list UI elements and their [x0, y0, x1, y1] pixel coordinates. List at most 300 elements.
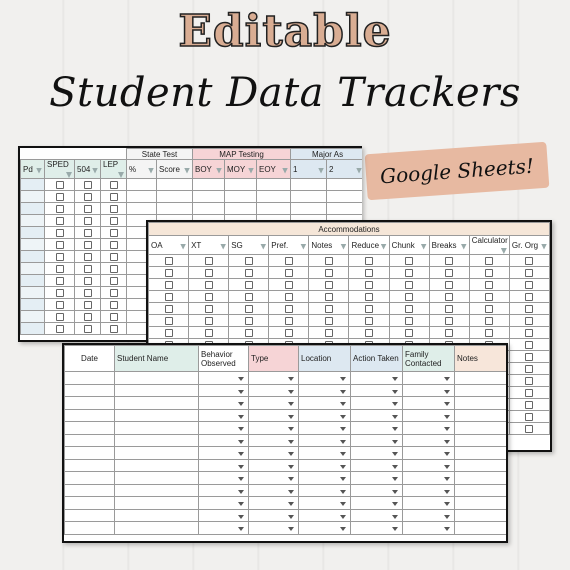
checkbox[interactable]	[525, 353, 533, 361]
checkbox[interactable]	[56, 205, 64, 213]
dropdown-arrow-icon[interactable]	[392, 490, 398, 494]
dropdown-arrow-icon[interactable]	[444, 465, 450, 469]
data-cell[interactable]	[115, 434, 199, 447]
dropdown-arrow-icon[interactable]	[288, 515, 294, 519]
data-cell[interactable]	[115, 484, 199, 497]
dropdown-cell[interactable]	[403, 397, 455, 410]
checkbox[interactable]	[285, 257, 293, 265]
data-cell[interactable]	[115, 447, 199, 460]
checkbox-cell[interactable]	[389, 267, 429, 279]
checkbox[interactable]	[110, 229, 118, 237]
checkbox-cell[interactable]	[45, 251, 75, 263]
checkbox[interactable]	[84, 229, 92, 237]
checkbox-cell[interactable]	[75, 227, 101, 239]
checkbox[interactable]	[245, 293, 253, 301]
filter-icon[interactable]	[421, 244, 427, 250]
dropdown-arrow-icon[interactable]	[444, 452, 450, 456]
checkbox[interactable]	[56, 193, 64, 201]
col-header-pd[interactable]	[21, 160, 45, 179]
dropdown-arrow-icon[interactable]	[288, 402, 294, 406]
col-header-action-taken[interactable]: Action Taken	[351, 346, 403, 372]
data-cell[interactable]	[455, 397, 507, 410]
data-cell[interactable]	[65, 459, 115, 472]
checkbox[interactable]	[285, 317, 293, 325]
data-cell[interactable]	[455, 509, 507, 522]
dropdown-arrow-icon[interactable]	[392, 502, 398, 506]
dropdown-cell[interactable]	[299, 522, 351, 535]
checkbox[interactable]	[84, 241, 92, 249]
data-cell[interactable]	[455, 472, 507, 485]
checkbox[interactable]	[110, 241, 118, 249]
dropdown-arrow-icon[interactable]	[238, 452, 244, 456]
checkbox-cell[interactable]	[389, 327, 429, 339]
checkbox[interactable]	[445, 305, 453, 313]
checkbox[interactable]	[56, 265, 64, 273]
data-cell[interactable]	[257, 203, 291, 215]
checkbox-cell[interactable]	[509, 411, 549, 423]
dropdown-arrow-icon[interactable]	[288, 415, 294, 419]
data-cell[interactable]	[291, 203, 327, 215]
checkbox-cell[interactable]	[429, 315, 469, 327]
checkbox-cell[interactable]	[349, 267, 389, 279]
dropdown-cell[interactable]	[299, 509, 351, 522]
dropdown-arrow-icon[interactable]	[340, 515, 346, 519]
dropdown-cell[interactable]	[249, 522, 299, 535]
checkbox[interactable]	[205, 317, 213, 325]
checkbox-cell[interactable]	[309, 255, 349, 267]
checkbox-cell[interactable]	[101, 203, 127, 215]
data-cell[interactable]	[65, 384, 115, 397]
checkbox-cell[interactable]	[269, 315, 309, 327]
checkbox-cell[interactable]	[429, 279, 469, 291]
dropdown-arrow-icon[interactable]	[238, 490, 244, 494]
col-header-student-name[interactable]: Student Name	[115, 346, 199, 372]
checkbox-cell[interactable]	[45, 311, 75, 323]
data-cell[interactable]	[65, 422, 115, 435]
checkbox[interactable]	[445, 257, 453, 265]
dropdown-cell[interactable]	[299, 384, 351, 397]
checkbox[interactable]	[525, 389, 533, 397]
checkbox[interactable]	[365, 293, 373, 301]
dropdown-cell[interactable]	[299, 434, 351, 447]
checkbox-cell[interactable]	[149, 267, 189, 279]
filter-icon[interactable]	[148, 168, 154, 174]
dropdown-cell[interactable]	[403, 484, 455, 497]
data-cell[interactable]	[115, 397, 199, 410]
checkbox[interactable]	[84, 253, 92, 261]
data-cell[interactable]	[455, 447, 507, 460]
dropdown-cell[interactable]	[351, 447, 403, 460]
checkbox-cell[interactable]	[45, 323, 75, 335]
filter-icon[interactable]	[260, 244, 266, 250]
checkbox[interactable]	[84, 265, 92, 273]
checkbox-cell[interactable]	[429, 303, 469, 315]
checkbox-cell[interactable]	[309, 303, 349, 315]
checkbox-cell[interactable]	[469, 303, 509, 315]
checkbox[interactable]	[165, 329, 173, 337]
checkbox[interactable]	[445, 317, 453, 325]
checkbox[interactable]	[285, 281, 293, 289]
col-header-calculator[interactable]	[469, 236, 509, 255]
col-header-moy[interactable]	[225, 160, 257, 179]
dropdown-cell[interactable]	[351, 434, 403, 447]
checkbox[interactable]	[110, 193, 118, 201]
dropdown-arrow-icon[interactable]	[340, 402, 346, 406]
checkbox[interactable]	[84, 289, 92, 297]
filter-icon[interactable]	[216, 168, 222, 174]
checkbox[interactable]	[205, 305, 213, 313]
filter-icon[interactable]	[356, 168, 362, 174]
checkbox[interactable]	[205, 329, 213, 337]
dropdown-cell[interactable]	[199, 522, 249, 535]
col-header-[interactable]	[127, 160, 157, 179]
data-cell[interactable]	[127, 203, 157, 215]
checkbox-cell[interactable]	[101, 299, 127, 311]
checkbox[interactable]	[485, 329, 493, 337]
checkbox[interactable]	[56, 229, 64, 237]
checkbox-cell[interactable]	[45, 263, 75, 275]
dropdown-cell[interactable]	[199, 484, 249, 497]
checkbox-cell[interactable]	[349, 279, 389, 291]
checkbox[interactable]	[165, 269, 173, 277]
dropdown-arrow-icon[interactable]	[238, 465, 244, 469]
checkbox[interactable]	[110, 325, 118, 333]
dropdown-arrow-icon[interactable]	[238, 427, 244, 431]
checkbox[interactable]	[110, 217, 118, 225]
checkbox[interactable]	[525, 425, 533, 433]
dropdown-cell[interactable]	[351, 409, 403, 422]
dropdown-cell[interactable]	[249, 434, 299, 447]
checkbox-cell[interactable]	[269, 303, 309, 315]
checkbox[interactable]	[525, 317, 533, 325]
col-header-pref[interactable]	[269, 236, 309, 255]
checkbox-cell[interactable]	[149, 327, 189, 339]
checkbox[interactable]	[405, 305, 413, 313]
checkbox-cell[interactable]	[45, 203, 75, 215]
dropdown-cell[interactable]	[403, 409, 455, 422]
dropdown-arrow-icon[interactable]	[238, 527, 244, 531]
dropdown-arrow-icon[interactable]	[392, 390, 398, 394]
col-header-gr-org[interactable]	[509, 236, 549, 255]
period-cell[interactable]	[21, 287, 45, 299]
dropdown-arrow-icon[interactable]	[340, 427, 346, 431]
data-cell[interactable]	[291, 191, 327, 203]
dropdown-arrow-icon[interactable]	[288, 440, 294, 444]
checkbox[interactable]	[165, 257, 173, 265]
checkbox-cell[interactable]	[269, 279, 309, 291]
filter-icon[interactable]	[180, 244, 186, 250]
data-cell[interactable]	[225, 191, 257, 203]
col-header-location[interactable]: Location	[299, 346, 351, 372]
dropdown-arrow-icon[interactable]	[288, 465, 294, 469]
checkbox[interactable]	[110, 265, 118, 273]
checkbox-cell[interactable]	[229, 291, 269, 303]
checkbox-cell[interactable]	[75, 311, 101, 323]
filter-icon[interactable]	[381, 244, 387, 250]
checkbox[interactable]	[56, 217, 64, 225]
checkbox[interactable]	[485, 257, 493, 265]
checkbox[interactable]	[56, 181, 64, 189]
checkbox-cell[interactable]	[75, 299, 101, 311]
checkbox-cell[interactable]	[101, 287, 127, 299]
data-cell[interactable]	[115, 459, 199, 472]
checkbox-cell[interactable]	[269, 255, 309, 267]
data-cell[interactable]	[115, 522, 199, 535]
dropdown-arrow-icon[interactable]	[444, 502, 450, 506]
data-cell[interactable]	[115, 472, 199, 485]
period-cell[interactable]	[21, 323, 45, 335]
dropdown-cell[interactable]	[249, 497, 299, 510]
data-cell[interactable]	[193, 203, 225, 215]
dropdown-arrow-icon[interactable]	[340, 415, 346, 419]
dropdown-cell[interactable]	[199, 422, 249, 435]
checkbox[interactable]	[56, 289, 64, 297]
checkbox[interactable]	[165, 281, 173, 289]
checkbox[interactable]	[84, 325, 92, 333]
dropdown-cell[interactable]	[403, 434, 455, 447]
checkbox-cell[interactable]	[45, 275, 75, 287]
checkbox-cell[interactable]	[429, 267, 469, 279]
checkbox[interactable]	[485, 269, 493, 277]
dropdown-arrow-icon[interactable]	[288, 490, 294, 494]
checkbox-cell[interactable]	[189, 279, 229, 291]
dropdown-cell[interactable]	[351, 497, 403, 510]
col-header-notes[interactable]: Notes	[455, 346, 507, 372]
dropdown-arrow-icon[interactable]	[288, 390, 294, 394]
checkbox[interactable]	[405, 257, 413, 265]
dropdown-arrow-icon[interactable]	[288, 527, 294, 531]
checkbox-cell[interactable]	[75, 287, 101, 299]
checkbox-cell[interactable]	[229, 303, 269, 315]
dropdown-cell[interactable]	[299, 422, 351, 435]
dropdown-cell[interactable]	[249, 484, 299, 497]
checkbox[interactable]	[405, 269, 413, 277]
dropdown-cell[interactable]	[199, 397, 249, 410]
checkbox[interactable]	[405, 293, 413, 301]
checkbox[interactable]	[165, 305, 173, 313]
checkbox[interactable]	[165, 293, 173, 301]
dropdown-arrow-icon[interactable]	[392, 427, 398, 431]
checkbox[interactable]	[525, 377, 533, 385]
dropdown-cell[interactable]	[299, 409, 351, 422]
dropdown-cell[interactable]	[199, 497, 249, 510]
checkbox[interactable]	[84, 193, 92, 201]
dropdown-cell[interactable]	[199, 447, 249, 460]
checkbox[interactable]	[245, 317, 253, 325]
checkbox-cell[interactable]	[101, 215, 127, 227]
dropdown-cell[interactable]	[249, 409, 299, 422]
filter-icon[interactable]	[282, 168, 288, 174]
checkbox[interactable]	[110, 253, 118, 261]
checkbox-cell[interactable]	[75, 191, 101, 203]
data-cell[interactable]	[65, 509, 115, 522]
dropdown-arrow-icon[interactable]	[238, 377, 244, 381]
checkbox[interactable]	[285, 269, 293, 277]
data-cell[interactable]	[257, 179, 291, 191]
checkbox-cell[interactable]	[509, 315, 549, 327]
filter-icon[interactable]	[300, 244, 306, 250]
checkbox-cell[interactable]	[229, 255, 269, 267]
checkbox-cell[interactable]	[429, 291, 469, 303]
data-cell[interactable]	[65, 409, 115, 422]
dropdown-cell[interactable]	[249, 447, 299, 460]
checkbox-cell[interactable]	[189, 303, 229, 315]
checkbox[interactable]	[445, 329, 453, 337]
dropdown-arrow-icon[interactable]	[444, 377, 450, 381]
filter-icon[interactable]	[461, 244, 467, 250]
checkbox-cell[interactable]	[269, 267, 309, 279]
dropdown-cell[interactable]	[403, 497, 455, 510]
dropdown-arrow-icon[interactable]	[238, 477, 244, 481]
checkbox-cell[interactable]	[269, 291, 309, 303]
checkbox-cell[interactable]	[509, 387, 549, 399]
dropdown-arrow-icon[interactable]	[288, 377, 294, 381]
dropdown-cell[interactable]	[249, 397, 299, 410]
checkbox[interactable]	[525, 305, 533, 313]
dropdown-arrow-icon[interactable]	[340, 452, 346, 456]
dropdown-cell[interactable]	[299, 372, 351, 385]
dropdown-cell[interactable]	[403, 472, 455, 485]
data-cell[interactable]	[115, 384, 199, 397]
checkbox-cell[interactable]	[75, 203, 101, 215]
filter-icon[interactable]	[36, 168, 42, 174]
checkbox[interactable]	[285, 305, 293, 313]
dropdown-cell[interactable]	[199, 409, 249, 422]
col-header-sped[interactable]	[45, 160, 75, 179]
checkbox-cell[interactable]	[509, 267, 549, 279]
dropdown-arrow-icon[interactable]	[288, 477, 294, 481]
data-cell[interactable]	[225, 179, 257, 191]
checkbox-cell[interactable]	[509, 291, 549, 303]
checkbox[interactable]	[245, 329, 253, 337]
data-cell[interactable]	[455, 372, 507, 385]
filter-icon[interactable]	[501, 248, 507, 254]
data-cell[interactable]	[455, 459, 507, 472]
checkbox[interactable]	[365, 329, 373, 337]
checkbox[interactable]	[325, 257, 333, 265]
dropdown-arrow-icon[interactable]	[444, 490, 450, 494]
checkbox-cell[interactable]	[229, 327, 269, 339]
dropdown-arrow-icon[interactable]	[288, 427, 294, 431]
checkbox-cell[interactable]	[429, 255, 469, 267]
dropdown-arrow-icon[interactable]	[392, 465, 398, 469]
period-cell[interactable]	[21, 227, 45, 239]
checkbox[interactable]	[325, 317, 333, 325]
checkbox-cell[interactable]	[349, 315, 389, 327]
checkbox[interactable]	[110, 313, 118, 321]
checkbox[interactable]	[405, 329, 413, 337]
checkbox[interactable]	[365, 257, 373, 265]
checkbox-cell[interactable]	[389, 255, 429, 267]
dropdown-cell[interactable]	[299, 397, 351, 410]
dropdown-cell[interactable]	[299, 484, 351, 497]
period-cell[interactable]	[21, 191, 45, 203]
dropdown-cell[interactable]	[249, 384, 299, 397]
checkbox-cell[interactable]	[349, 291, 389, 303]
checkbox-cell[interactable]	[75, 323, 101, 335]
checkbox-cell[interactable]	[509, 339, 549, 351]
dropdown-cell[interactable]	[351, 422, 403, 435]
checkbox-cell[interactable]	[309, 267, 349, 279]
checkbox[interactable]	[485, 293, 493, 301]
dropdown-arrow-icon[interactable]	[444, 390, 450, 394]
data-cell[interactable]	[115, 422, 199, 435]
dropdown-cell[interactable]	[249, 472, 299, 485]
dropdown-cell[interactable]	[199, 472, 249, 485]
checkbox-cell[interactable]	[149, 315, 189, 327]
dropdown-arrow-icon[interactable]	[444, 515, 450, 519]
col-header-lep[interactable]	[101, 160, 127, 179]
checkbox-cell[interactable]	[469, 279, 509, 291]
checkbox[interactable]	[445, 269, 453, 277]
checkbox-cell[interactable]	[75, 251, 101, 263]
checkbox[interactable]	[445, 281, 453, 289]
data-cell[interactable]	[65, 372, 115, 385]
checkbox-cell[interactable]	[389, 303, 429, 315]
dropdown-arrow-icon[interactable]	[288, 452, 294, 456]
checkbox[interactable]	[245, 281, 253, 289]
checkbox-cell[interactable]	[389, 279, 429, 291]
dropdown-cell[interactable]	[299, 472, 351, 485]
checkbox-cell[interactable]	[229, 315, 269, 327]
checkbox-cell[interactable]	[45, 179, 75, 191]
checkbox-cell[interactable]	[429, 327, 469, 339]
checkbox[interactable]	[525, 365, 533, 373]
checkbox-cell[interactable]	[509, 399, 549, 411]
checkbox-cell[interactable]	[101, 227, 127, 239]
period-cell[interactable]	[21, 215, 45, 227]
checkbox-cell[interactable]	[75, 179, 101, 191]
data-cell[interactable]	[65, 472, 115, 485]
data-cell[interactable]	[115, 509, 199, 522]
dropdown-cell[interactable]	[403, 509, 455, 522]
dropdown-cell[interactable]	[351, 459, 403, 472]
data-cell[interactable]	[455, 409, 507, 422]
checkbox[interactable]	[205, 281, 213, 289]
period-cell[interactable]	[21, 311, 45, 323]
checkbox[interactable]	[56, 313, 64, 321]
checkbox-cell[interactable]	[149, 303, 189, 315]
data-cell[interactable]	[115, 372, 199, 385]
checkbox[interactable]	[485, 317, 493, 325]
dropdown-arrow-icon[interactable]	[392, 527, 398, 531]
checkbox[interactable]	[165, 317, 173, 325]
dropdown-cell[interactable]	[403, 522, 455, 535]
checkbox-cell[interactable]	[349, 303, 389, 315]
checkbox-cell[interactable]	[149, 279, 189, 291]
checkbox[interactable]	[84, 313, 92, 321]
dropdown-cell[interactable]	[199, 384, 249, 397]
filter-icon[interactable]	[340, 244, 346, 250]
checkbox[interactable]	[525, 269, 533, 277]
checkbox-cell[interactable]	[309, 327, 349, 339]
checkbox-cell[interactable]	[469, 327, 509, 339]
checkbox-cell[interactable]	[75, 275, 101, 287]
period-cell[interactable]	[21, 239, 45, 251]
dropdown-cell[interactable]	[299, 497, 351, 510]
col-header-notes[interactable]	[309, 236, 349, 255]
checkbox-cell[interactable]	[309, 291, 349, 303]
checkbox-cell[interactable]	[229, 279, 269, 291]
checkbox-cell[interactable]	[75, 239, 101, 251]
checkbox-cell[interactable]	[349, 255, 389, 267]
checkbox-cell[interactable]	[189, 327, 229, 339]
dropdown-cell[interactable]	[351, 472, 403, 485]
checkbox[interactable]	[56, 277, 64, 285]
dropdown-cell[interactable]	[299, 459, 351, 472]
data-cell[interactable]	[455, 484, 507, 497]
checkbox-cell[interactable]	[509, 279, 549, 291]
